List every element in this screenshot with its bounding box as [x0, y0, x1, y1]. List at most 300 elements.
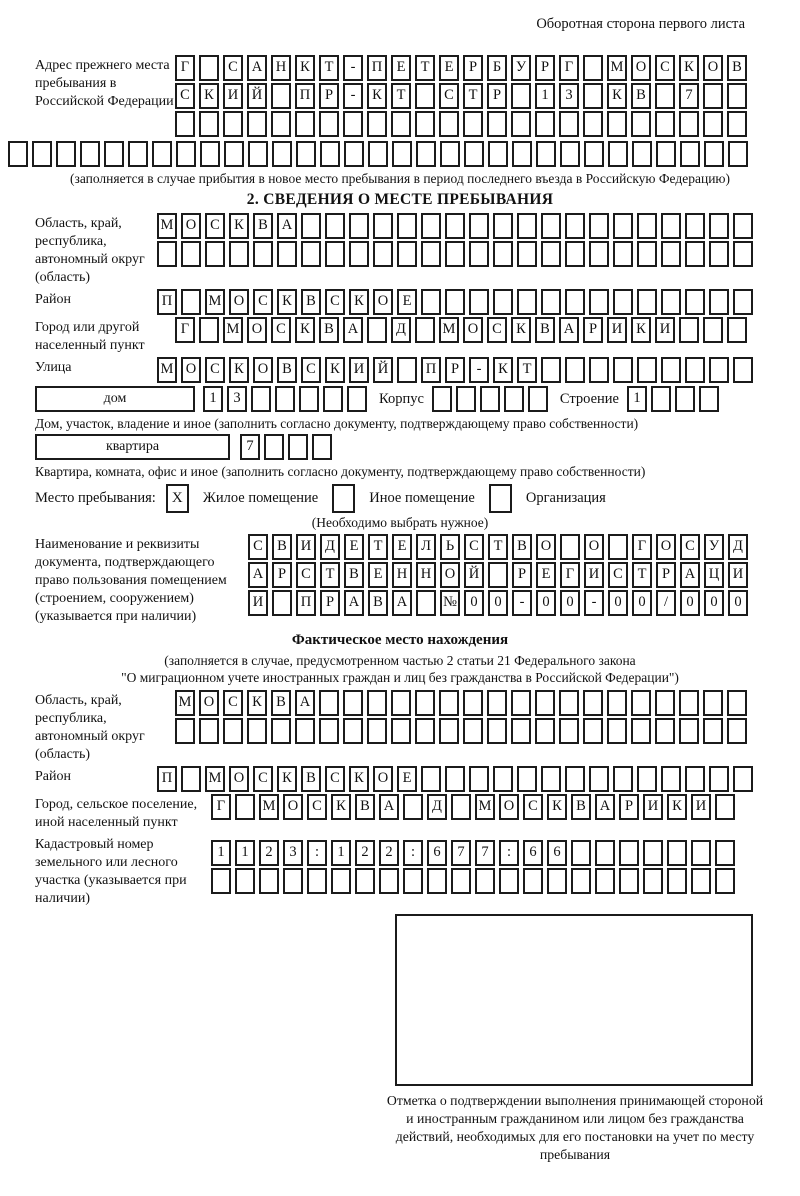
- char-box[interactable]: [253, 241, 273, 267]
- char-box[interactable]: [403, 868, 423, 894]
- char-box[interactable]: :: [307, 840, 327, 866]
- char-box[interactable]: [595, 868, 615, 894]
- char-box[interactable]: [464, 141, 484, 167]
- char-box[interactable]: [199, 111, 219, 137]
- char-box[interactable]: [493, 766, 513, 792]
- char-box[interactable]: [367, 111, 387, 137]
- char-box[interactable]: [703, 718, 723, 744]
- char-box[interactable]: Р: [512, 562, 532, 588]
- char-box[interactable]: [307, 868, 327, 894]
- char-box[interactable]: С: [487, 317, 507, 343]
- char-box[interactable]: [699, 386, 719, 412]
- char-box[interactable]: О: [631, 55, 651, 81]
- char-box[interactable]: [463, 690, 483, 716]
- stay-checkbox-zhiloe[interactable]: X: [166, 484, 189, 513]
- char-box[interactable]: [733, 289, 753, 315]
- char-box[interactable]: Е: [397, 766, 417, 792]
- char-box[interactable]: [415, 690, 435, 716]
- char-box[interactable]: [319, 718, 339, 744]
- char-box[interactable]: [181, 766, 201, 792]
- char-box[interactable]: [619, 868, 639, 894]
- char-box[interactable]: [463, 111, 483, 137]
- char-box[interactable]: [661, 357, 681, 383]
- char-box[interactable]: [565, 213, 585, 239]
- char-box[interactable]: [368, 141, 388, 167]
- char-box[interactable]: А: [379, 794, 399, 820]
- char-box[interactable]: /: [656, 590, 676, 616]
- char-box[interactable]: [727, 690, 747, 716]
- char-box[interactable]: -: [343, 55, 363, 81]
- char-box[interactable]: 2: [259, 840, 279, 866]
- char-box[interactable]: [157, 241, 177, 267]
- char-box[interactable]: О: [229, 766, 249, 792]
- char-box[interactable]: К: [493, 357, 513, 383]
- char-box[interactable]: [323, 386, 343, 412]
- char-box[interactable]: И: [584, 562, 604, 588]
- char-box[interactable]: [584, 141, 604, 167]
- char-box[interactable]: М: [475, 794, 495, 820]
- char-box[interactable]: Т: [415, 55, 435, 81]
- char-box[interactable]: О: [181, 357, 201, 383]
- char-box[interactable]: К: [331, 794, 351, 820]
- char-box[interactable]: К: [199, 83, 219, 109]
- char-box[interactable]: [541, 213, 561, 239]
- char-box[interactable]: Т: [463, 83, 483, 109]
- char-box[interactable]: [432, 386, 452, 412]
- char-box[interactable]: [427, 868, 447, 894]
- char-box[interactable]: [343, 690, 363, 716]
- char-box[interactable]: [175, 111, 195, 137]
- char-box[interactable]: [583, 83, 603, 109]
- char-box[interactable]: [517, 213, 537, 239]
- char-box[interactable]: 7: [451, 840, 471, 866]
- char-box[interactable]: [415, 83, 435, 109]
- char-box[interactable]: 7: [240, 434, 260, 460]
- char-box[interactable]: [733, 213, 753, 239]
- char-box[interactable]: [415, 317, 435, 343]
- char-box[interactable]: [397, 213, 417, 239]
- char-box[interactable]: [523, 868, 543, 894]
- char-box[interactable]: [589, 213, 609, 239]
- char-box[interactable]: К: [547, 794, 567, 820]
- char-box[interactable]: [271, 718, 291, 744]
- char-box[interactable]: [613, 357, 633, 383]
- char-box[interactable]: [535, 718, 555, 744]
- char-box[interactable]: [709, 241, 729, 267]
- char-box[interactable]: [667, 840, 687, 866]
- char-box[interactable]: [439, 111, 459, 137]
- char-box[interactable]: Ь: [440, 534, 460, 560]
- char-box[interactable]: А: [680, 562, 700, 588]
- char-box[interactable]: 2: [355, 840, 375, 866]
- char-box[interactable]: И: [223, 83, 243, 109]
- char-box[interactable]: Р: [445, 357, 465, 383]
- char-box[interactable]: В: [301, 766, 321, 792]
- char-box[interactable]: [367, 690, 387, 716]
- char-box[interactable]: К: [679, 55, 699, 81]
- char-box[interactable]: Р: [487, 83, 507, 109]
- char-box[interactable]: Т: [488, 534, 508, 560]
- char-box[interactable]: [488, 562, 508, 588]
- char-box[interactable]: А: [295, 690, 315, 716]
- char-box[interactable]: [235, 794, 255, 820]
- char-box[interactable]: 7: [679, 83, 699, 109]
- char-box[interactable]: 2: [379, 840, 399, 866]
- char-box[interactable]: [715, 794, 735, 820]
- char-box[interactable]: [415, 111, 435, 137]
- char-box[interactable]: [463, 718, 483, 744]
- char-box[interactable]: [224, 141, 244, 167]
- char-box[interactable]: И: [728, 562, 748, 588]
- char-box[interactable]: О: [283, 794, 303, 820]
- char-box[interactable]: [571, 868, 591, 894]
- char-box[interactable]: Н: [416, 562, 436, 588]
- char-box[interactable]: О: [181, 213, 201, 239]
- char-box[interactable]: [367, 317, 387, 343]
- char-box[interactable]: [229, 241, 249, 267]
- char-box[interactable]: [560, 141, 580, 167]
- char-box[interactable]: [565, 241, 585, 267]
- char-box[interactable]: [296, 141, 316, 167]
- char-box[interactable]: И: [607, 317, 627, 343]
- char-box[interactable]: Р: [463, 55, 483, 81]
- char-box[interactable]: [589, 766, 609, 792]
- char-box[interactable]: Н: [271, 55, 291, 81]
- char-box[interactable]: У: [704, 534, 724, 560]
- char-box[interactable]: [445, 289, 465, 315]
- char-box[interactable]: Е: [391, 55, 411, 81]
- char-box[interactable]: [583, 718, 603, 744]
- char-box[interactable]: А: [344, 590, 364, 616]
- char-box[interactable]: 1: [211, 840, 231, 866]
- char-box[interactable]: И: [349, 357, 369, 383]
- char-box[interactable]: К: [325, 357, 345, 383]
- char-box[interactable]: В: [631, 83, 651, 109]
- char-box[interactable]: 3: [283, 840, 303, 866]
- char-box[interactable]: [199, 317, 219, 343]
- char-box[interactable]: [661, 213, 681, 239]
- char-box[interactable]: М: [205, 766, 225, 792]
- char-box[interactable]: [445, 766, 465, 792]
- char-box[interactable]: [325, 213, 345, 239]
- char-box[interactable]: С: [223, 690, 243, 716]
- char-box[interactable]: [704, 141, 724, 167]
- char-box[interactable]: 1: [235, 840, 255, 866]
- char-box[interactable]: [511, 690, 531, 716]
- char-box[interactable]: [251, 386, 271, 412]
- char-box[interactable]: А: [248, 562, 268, 588]
- char-box[interactable]: Г: [175, 317, 195, 343]
- char-box[interactable]: [679, 111, 699, 137]
- char-box[interactable]: [397, 357, 417, 383]
- char-box[interactable]: О: [463, 317, 483, 343]
- char-box[interactable]: [727, 83, 747, 109]
- char-box[interactable]: [535, 111, 555, 137]
- char-box[interactable]: [651, 386, 671, 412]
- char-box[interactable]: [301, 213, 321, 239]
- char-box[interactable]: Й: [373, 357, 393, 383]
- char-box[interactable]: [391, 690, 411, 716]
- char-box[interactable]: [325, 241, 345, 267]
- char-box[interactable]: [541, 357, 561, 383]
- char-box[interactable]: [691, 868, 711, 894]
- char-box[interactable]: 6: [427, 840, 447, 866]
- char-box[interactable]: [637, 357, 657, 383]
- char-box[interactable]: Е: [397, 289, 417, 315]
- char-box[interactable]: С: [253, 766, 273, 792]
- char-box[interactable]: [703, 317, 723, 343]
- char-box[interactable]: Р: [583, 317, 603, 343]
- char-box[interactable]: С: [175, 83, 195, 109]
- char-box[interactable]: [733, 357, 753, 383]
- char-box[interactable]: [175, 718, 195, 744]
- char-box[interactable]: [445, 241, 465, 267]
- char-box[interactable]: [32, 141, 52, 167]
- char-box[interactable]: [608, 534, 628, 560]
- char-box[interactable]: [416, 590, 436, 616]
- char-box[interactable]: Н: [392, 562, 412, 588]
- char-box[interactable]: В: [272, 534, 292, 560]
- char-box[interactable]: Т: [319, 55, 339, 81]
- char-box[interactable]: [379, 868, 399, 894]
- char-box[interactable]: М: [259, 794, 279, 820]
- char-box[interactable]: [511, 83, 531, 109]
- char-box[interactable]: [421, 766, 441, 792]
- char-box[interactable]: 0: [536, 590, 556, 616]
- char-box[interactable]: [637, 241, 657, 267]
- char-box[interactable]: К: [295, 317, 315, 343]
- char-box[interactable]: [403, 794, 423, 820]
- char-box[interactable]: [679, 317, 699, 343]
- char-box[interactable]: К: [667, 794, 687, 820]
- char-box[interactable]: 0: [632, 590, 652, 616]
- stay-checkbox-inoe[interactable]: [332, 484, 355, 513]
- char-box[interactable]: В: [344, 562, 364, 588]
- char-box[interactable]: Й: [247, 83, 267, 109]
- char-box[interactable]: В: [271, 690, 291, 716]
- char-box[interactable]: [511, 111, 531, 137]
- char-box[interactable]: Е: [368, 562, 388, 588]
- char-box[interactable]: [104, 141, 124, 167]
- char-box[interactable]: С: [325, 289, 345, 315]
- char-box[interactable]: [703, 83, 723, 109]
- char-box[interactable]: К: [511, 317, 531, 343]
- char-box[interactable]: С: [325, 766, 345, 792]
- char-box[interactable]: В: [727, 55, 747, 81]
- char-box[interactable]: О: [199, 690, 219, 716]
- char-box[interactable]: [493, 213, 513, 239]
- char-box[interactable]: У: [511, 55, 531, 81]
- char-box[interactable]: [643, 840, 663, 866]
- char-box[interactable]: [607, 111, 627, 137]
- char-box[interactable]: [439, 718, 459, 744]
- char-box[interactable]: [727, 317, 747, 343]
- char-box[interactable]: [271, 111, 291, 137]
- char-box[interactable]: [373, 241, 393, 267]
- char-box[interactable]: [176, 141, 196, 167]
- char-box[interactable]: [679, 690, 699, 716]
- char-box[interactable]: В: [277, 357, 297, 383]
- char-box[interactable]: Р: [619, 794, 639, 820]
- char-box[interactable]: [607, 690, 627, 716]
- char-box[interactable]: [565, 766, 585, 792]
- char-box[interactable]: [247, 111, 267, 137]
- char-box[interactable]: [445, 213, 465, 239]
- char-box[interactable]: А: [595, 794, 615, 820]
- char-box[interactable]: К: [607, 83, 627, 109]
- char-box[interactable]: [275, 386, 295, 412]
- char-box[interactable]: [613, 766, 633, 792]
- char-box[interactable]: [637, 213, 657, 239]
- char-box[interactable]: [613, 289, 633, 315]
- char-box[interactable]: Д: [427, 794, 447, 820]
- char-box[interactable]: [632, 141, 652, 167]
- char-box[interactable]: П: [157, 766, 177, 792]
- char-box[interactable]: 0: [560, 590, 580, 616]
- char-box[interactable]: 0: [488, 590, 508, 616]
- char-box[interactable]: [571, 840, 591, 866]
- char-box[interactable]: С: [205, 357, 225, 383]
- char-box[interactable]: [488, 141, 508, 167]
- char-box[interactable]: 6: [523, 840, 543, 866]
- char-box[interactable]: [589, 241, 609, 267]
- char-box[interactable]: С: [523, 794, 543, 820]
- char-box[interactable]: [517, 289, 537, 315]
- char-box[interactable]: М: [157, 357, 177, 383]
- char-box[interactable]: [451, 868, 471, 894]
- char-box[interactable]: [675, 386, 695, 412]
- char-box[interactable]: К: [229, 357, 249, 383]
- char-box[interactable]: [181, 289, 201, 315]
- char-box[interactable]: [499, 868, 519, 894]
- char-box[interactable]: [392, 141, 412, 167]
- char-box[interactable]: [469, 289, 489, 315]
- char-box[interactable]: С: [271, 317, 291, 343]
- char-box[interactable]: [487, 690, 507, 716]
- char-box[interactable]: -: [584, 590, 604, 616]
- char-box[interactable]: К: [295, 55, 315, 81]
- char-box[interactable]: 3: [227, 386, 247, 412]
- char-box[interactable]: К: [349, 766, 369, 792]
- char-box[interactable]: [469, 213, 489, 239]
- char-box[interactable]: [643, 868, 663, 894]
- char-box[interactable]: [715, 840, 735, 866]
- char-box[interactable]: В: [368, 590, 388, 616]
- char-box[interactable]: Й: [464, 562, 484, 588]
- char-box[interactable]: [211, 868, 231, 894]
- char-box[interactable]: О: [229, 289, 249, 315]
- char-box[interactable]: О: [253, 357, 273, 383]
- char-box[interactable]: П: [367, 55, 387, 81]
- char-box[interactable]: А: [392, 590, 412, 616]
- char-box[interactable]: О: [440, 562, 460, 588]
- char-box[interactable]: [271, 83, 291, 109]
- char-box[interactable]: В: [535, 317, 555, 343]
- char-box[interactable]: №: [440, 590, 460, 616]
- char-box[interactable]: [608, 141, 628, 167]
- char-box[interactable]: М: [439, 317, 459, 343]
- char-box[interactable]: [421, 213, 441, 239]
- char-box[interactable]: [223, 111, 243, 137]
- char-box[interactable]: 1: [627, 386, 647, 412]
- char-box[interactable]: [272, 590, 292, 616]
- char-box[interactable]: [655, 718, 675, 744]
- char-box[interactable]: [661, 766, 681, 792]
- char-box[interactable]: [631, 690, 651, 716]
- char-box[interactable]: С: [439, 83, 459, 109]
- char-box[interactable]: С: [307, 794, 327, 820]
- char-box[interactable]: [493, 241, 513, 267]
- char-box[interactable]: 3: [559, 83, 579, 109]
- char-box[interactable]: 1: [535, 83, 555, 109]
- char-box[interactable]: Г: [632, 534, 652, 560]
- char-box[interactable]: [295, 718, 315, 744]
- char-box[interactable]: [320, 141, 340, 167]
- char-box[interactable]: [607, 718, 627, 744]
- char-box[interactable]: [277, 241, 297, 267]
- char-box[interactable]: 0: [728, 590, 748, 616]
- char-box[interactable]: [469, 766, 489, 792]
- char-box[interactable]: [541, 766, 561, 792]
- char-box[interactable]: [583, 55, 603, 81]
- char-box[interactable]: [541, 241, 561, 267]
- char-box[interactable]: :: [499, 840, 519, 866]
- char-box[interactable]: [415, 718, 435, 744]
- char-box[interactable]: [344, 141, 364, 167]
- char-box[interactable]: М: [223, 317, 243, 343]
- char-box[interactable]: В: [355, 794, 375, 820]
- char-box[interactable]: П: [157, 289, 177, 315]
- char-box[interactable]: [487, 718, 507, 744]
- char-box[interactable]: :: [403, 840, 423, 866]
- char-box[interactable]: Е: [344, 534, 364, 560]
- char-box[interactable]: [535, 690, 555, 716]
- char-box[interactable]: [685, 766, 705, 792]
- char-box[interactable]: Д: [391, 317, 411, 343]
- char-box[interactable]: [583, 111, 603, 137]
- char-box[interactable]: Т: [368, 534, 388, 560]
- char-box[interactable]: А: [343, 317, 363, 343]
- char-box[interactable]: [685, 241, 705, 267]
- char-box[interactable]: [517, 766, 537, 792]
- char-box[interactable]: [661, 241, 681, 267]
- char-box[interactable]: С: [205, 213, 225, 239]
- char-box[interactable]: [685, 289, 705, 315]
- char-box[interactable]: С: [296, 562, 316, 588]
- char-box[interactable]: [679, 718, 699, 744]
- char-box[interactable]: 0: [704, 590, 724, 616]
- char-box[interactable]: [511, 718, 531, 744]
- char-box[interactable]: [367, 718, 387, 744]
- char-box[interactable]: [80, 141, 100, 167]
- char-box[interactable]: [475, 868, 495, 894]
- char-box[interactable]: И: [643, 794, 663, 820]
- char-box[interactable]: О: [373, 766, 393, 792]
- char-box[interactable]: И: [248, 590, 268, 616]
- char-box[interactable]: А: [559, 317, 579, 343]
- char-box[interactable]: [541, 289, 561, 315]
- char-box[interactable]: [264, 434, 284, 460]
- char-box[interactable]: [248, 141, 268, 167]
- char-box[interactable]: [152, 141, 172, 167]
- char-box[interactable]: [181, 241, 201, 267]
- char-box[interactable]: [559, 111, 579, 137]
- char-box[interactable]: 0: [608, 590, 628, 616]
- char-box[interactable]: [331, 868, 351, 894]
- char-box[interactable]: [349, 213, 369, 239]
- char-box[interactable]: С: [248, 534, 268, 560]
- char-box[interactable]: [223, 718, 243, 744]
